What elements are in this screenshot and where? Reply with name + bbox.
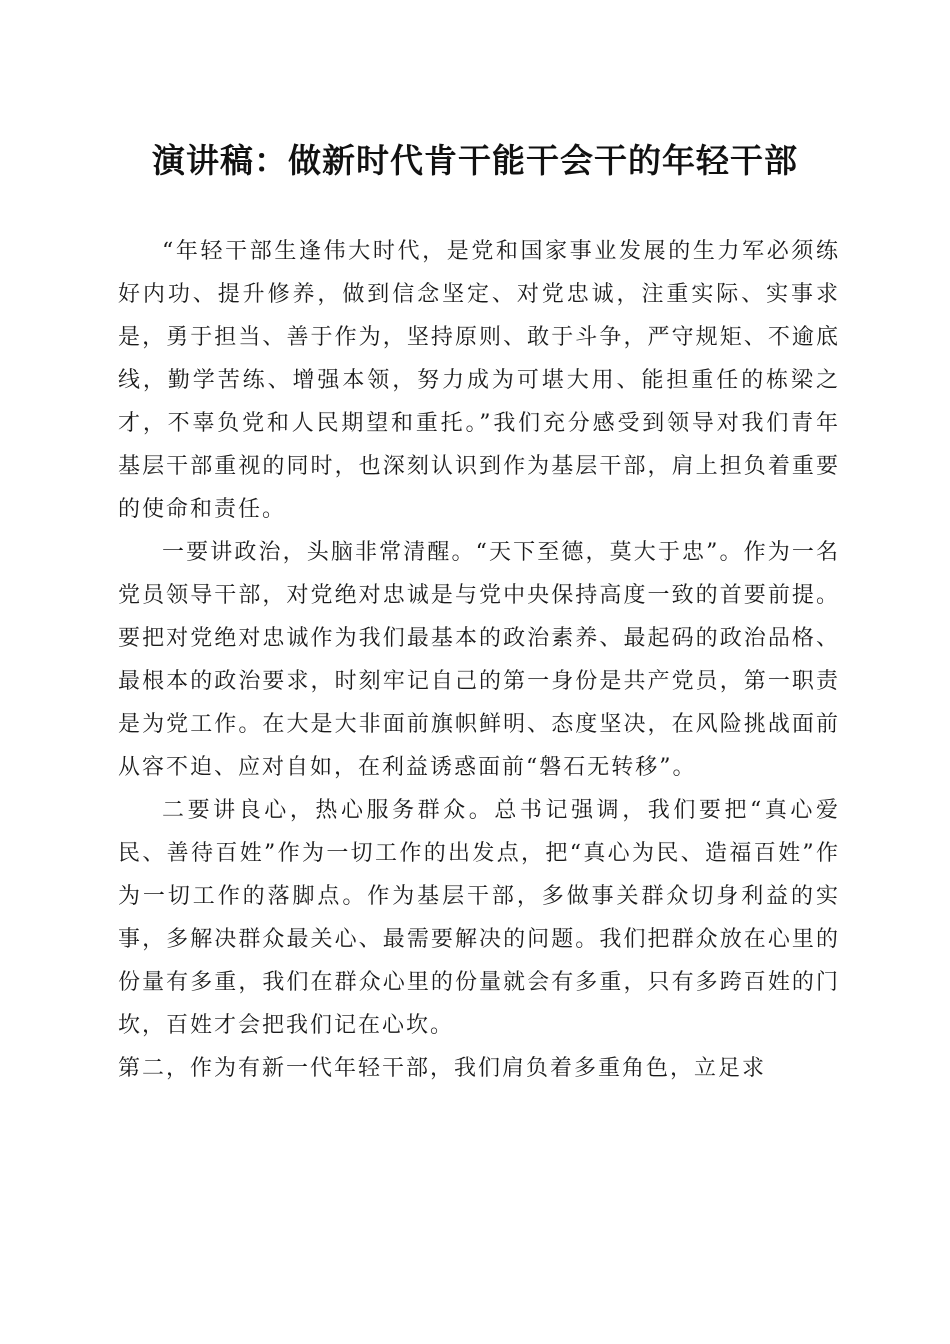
- paragraph: 一要讲政治，头脑非常清醒。“天下至德，莫大于忠”。作为一名党员领导干部，对党绝对忠诚是与党中央保持高度一致的首要前提。要把对党绝对忠诚作为我们最基本的政治素养、最起码的政治品格、最根本的政治要求，时刻牢记自己的第一身份是共产党员，第一职责是为党工作。在大是大非面前旗帜鲜明、态度坚决，在风险挑战面前从容不迫、应对自如，在利益诱惑面前“磐石无转移”。: [118, 540, 840, 780]
- paragraph: 二要讲良心，热心服务群众。总书记强调，我们要把“真心爱民、善待百姓”作为一切工作的出发点，把“真心为民、造福百姓”作为一切工作的落脚点。作为基层干部，多做事关群众切身利益的实事，多解决群众最关心、最需要解决的问题。我们把群众放在心里的份量有多重，我们在群众心里的份量就会有多重，只有多跨百姓的门坎，百姓才会把我们记在心坎。: [118, 798, 840, 1038]
- document-title: 演讲稿：做新时代肯干能干会干的年轻干部: [152, 141, 798, 180]
- paragraph: 第二，作为有新一代年轻干部，我们肩负着多重角色，立足求: [118, 1056, 767, 1081]
- document-body: [118, 230, 840, 1090]
- paragraph: “年轻干部生逢伟大时代，是党和国家事业发展的生力军必须练好内功、提升修养，做到信念坚定、对党忠诚，注重实际、实事求是，勇于担当、善于作为，坚持原则、敢于斗争，严守规矩、不逾底线，勤学苦练、增强本领，努力成为可堪大用、能担重任的栋梁之才，不辜负党和人民期望和重托。”我们充分感受到领导对我们青年基层干部重视的同时，也深刻认识到作为基层干部，肩上担负着重要的使命和责任。: [118, 239, 840, 522]
